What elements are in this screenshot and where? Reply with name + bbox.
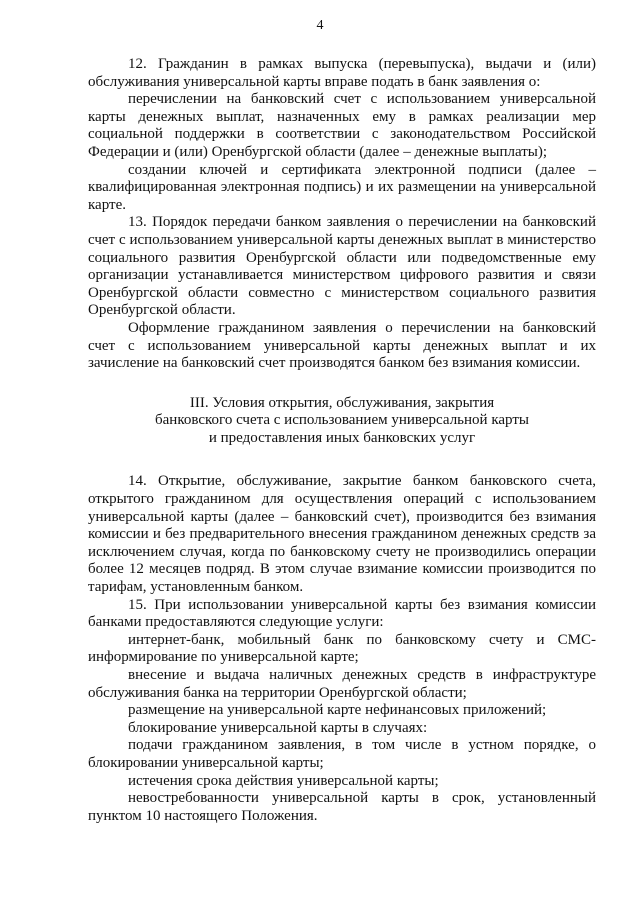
page-number: 4 — [316, 18, 324, 33]
list-item-blocking-request: подачи гражданином заявления, в том числе в устном порядке, о блокировании универсальной карты; — [88, 737, 596, 771]
section-heading-line-2: банковского счета с использованием универсальной карты — [155, 412, 529, 429]
list-item-internet-bank: интернет-банк, мобильный банк по банковскому счету и СМС-информирование по универсальной карте; — [88, 631, 596, 666]
list-item-blocking-unclaimed: невостребованности универсальной карты в срок, установленный пунктом 10 настоящего Положения. — [88, 790, 596, 824]
list-item-payments: перечислении на банковский счет с использованием универсальной карты денежных выплат, назначенных ему в рамках реализации мер социальной поддержки в соответствии с законодательством Российской Федерации и (или) Оренбургской области (далее – денежные выплаты); — [88, 91, 596, 160]
list-item-signature: создании ключей и сертификата электронной подписи (далее – квалифицированная электронная подпись) и их размещении на универсальной карте. — [88, 161, 596, 213]
section-heading — [88, 395, 596, 448]
paragraph-15: 15. При использовании универсальной карты без взимания комиссии банками предоставляются следующие услуги: — [88, 596, 596, 631]
paragraph-13-application: Оформление гражданином заявления о перечислении на банковский счет с использованием универсальной карты денежных выплат и их зачисление на банковский счет производятся банком без взимания комиссии. — [88, 319, 596, 372]
list-item-blocking-expiry: истечения срока действия универсальной карты; — [128, 772, 439, 789]
list-item-cash: внесение и выдача наличных денежных средств в инфраструктуре обслуживания банка на территории Оренбургской области; — [88, 667, 596, 701]
paragraph-12: 12. Гражданин в рамках выпуска (перевыпуска), выдачи и (или) обслуживания универсальной карты вправе подать в банк заявления о: — [88, 56, 596, 90]
list-item-apps: размещение на универсальной карте нефинансовых приложений; — [128, 702, 547, 719]
list-item-blocking: блокирование универсальной карты в случаях: — [128, 719, 428, 736]
paragraph-13: 13. Порядок передачи банком заявления о перечислении на банковский счет с использованием универсальной карты денежных выплат в министерство социального развития Оренбургской области или подведомственные ему организации устанавливается министерством цифрового развития и связи Оренбургской области совместно с министерством социального развития Оренбургской области. — [88, 214, 596, 319]
section-heading-line-3: и предоставления иных банковских услуг — [208, 429, 476, 446]
paragraph-14: 14. Открытие, обслуживание, закрытие банком банковского счета, открытого гражданином для осуществления операций с использованием универсальной карты (далее – банковский счет), производится без взимания комиссии и без предварительного внесения гражданином денежных средств за исключением случая, когда по банковскому счету не производились операции более 12 месяцев подряд. В этом случае взимание комиссии производится по тарифам, установленным банком. — [88, 473, 596, 596]
document-body — [88, 56, 596, 825]
section-heading-line-1: III. Условия открытия, обслуживания, закрытия — [189, 394, 495, 411]
